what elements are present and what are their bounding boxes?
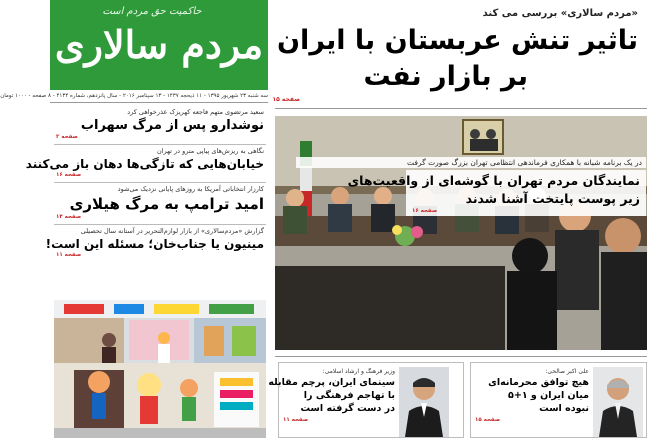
story-box-text	[268, 367, 395, 423]
photo-page-ref: صفحه ۱۶	[412, 208, 438, 214]
lead-headline-line1[interactable]: تاثیر تنش عربستان با ایران	[277, 25, 638, 56]
photo-headline-line2[interactable]: زیر پوست پایتخت آشنا شدند	[465, 191, 640, 206]
story-kicker: گزارش «مردم‌سالاری» از بازار لوازم‌التحریر در آستانه سال تحصیلی	[80, 227, 264, 235]
story-headline-line3[interactable]: در دست گرفته است	[300, 403, 395, 414]
stationery-fair-illustration	[54, 300, 266, 438]
story-headline[interactable]: خیابان‌هایی که تازگی‌ها دهان باز می‌کنند	[25, 157, 264, 171]
masthead-logo: مردم سالاری	[54, 22, 264, 67]
story-box-cinema[interactable]	[268, 362, 464, 438]
divider	[275, 356, 647, 357]
portrait-illustration	[399, 367, 449, 437]
lead-page-ref: صفحه ۱۵	[272, 96, 300, 103]
photo-caption-block[interactable]	[347, 170, 646, 216]
masthead-slogan: حاکمیت حق مردم است	[102, 6, 202, 17]
story-kicker: کارزار انتخاباتی آمریکا به روزهای پایانی نزدیک می‌شود	[117, 185, 264, 193]
story-headline[interactable]: نوشدارو پس از مرگ سهراب	[80, 118, 264, 133]
story-page-ref: صفحه ۲	[56, 134, 78, 140]
story-headline[interactable]: امید ترامپ به مرگ هیلاری	[69, 195, 264, 213]
minister-portrait	[399, 367, 449, 437]
portrait-illustration	[593, 367, 643, 437]
story-trump[interactable]	[54, 183, 266, 225]
story-headline-line2[interactable]: میان ایران و ۱+۵	[508, 390, 589, 401]
story-headline-line2[interactable]: با تهاجم فرهنگی را	[303, 390, 395, 401]
dateline: سه شنبه ۲۳ شهریور ۱۳۹۵ - ۱۱ ذیحجه ۱۴۳۷ - ۱۳ سپتامبر ۲۰۱۶ - سال پانزدهم، شماره ۴۱۳۴ - ۸ صفحه - ۱۰۰۰ تومان	[50, 90, 268, 103]
story-kicker: سعید مرتضوی متهم فاجعه کهریزک عذرخواهی کرد	[127, 108, 264, 116]
lead-headline-line2[interactable]: بر بازار نفت	[363, 61, 528, 92]
story-box-salehi[interactable]	[470, 362, 647, 438]
story-headline[interactable]: مینیون یا جناب‌خان؛ مسئله این است!	[45, 237, 264, 251]
story-box-text	[475, 367, 589, 423]
story-kicker: نگاهی به ریزش‌های پیاپی مترو در تهران	[156, 147, 264, 155]
photo-caption-kicker: در یک برنامه شبانه با همکاری فرماندهی انتظامی تهران بزرگ صورت گرفت	[296, 157, 646, 168]
photo-headline-line1[interactable]: نمایندگان مردم تهران با گوشه‌ای از واقعیت‌های	[347, 173, 640, 188]
story-stationery[interactable]	[45, 225, 266, 262]
story-page-ref: صفحه ۱۶	[56, 172, 82, 178]
story-kicker: علی اکبر صالحی:	[545, 368, 589, 375]
story-page-ref: صفحه ۱۱	[56, 252, 82, 258]
story-kicker: وزیر فرهنگ و ارشاد اسلامی:	[322, 368, 395, 375]
story-headline-line1[interactable]: هیچ توافق محرمانه‌ای	[488, 377, 589, 388]
story-page-ref: صفحه ۱۵	[475, 417, 501, 423]
masthead	[50, 0, 268, 90]
story-headline-line1[interactable]: سینمای ایران، پرچم مقابله	[268, 377, 395, 388]
meeting-photo[interactable]	[275, 116, 647, 350]
story-metro[interactable]	[25, 145, 266, 183]
left-column-stories	[25, 106, 266, 262]
story-page-ref: صفحه ۱۴	[56, 214, 82, 220]
story-headline-line3[interactable]: نبوده است	[539, 403, 589, 414]
salehi-portrait	[593, 367, 643, 437]
divider	[275, 108, 647, 109]
story-page-ref: صفحه ۱۱	[283, 417, 309, 423]
meeting-room-illustration	[275, 116, 647, 350]
lead-kicker: «مردم سالاری» بررسی می کند	[482, 8, 638, 19]
stationery-fair-photo[interactable]	[54, 300, 266, 438]
story-mortazavi[interactable]	[54, 106, 266, 145]
